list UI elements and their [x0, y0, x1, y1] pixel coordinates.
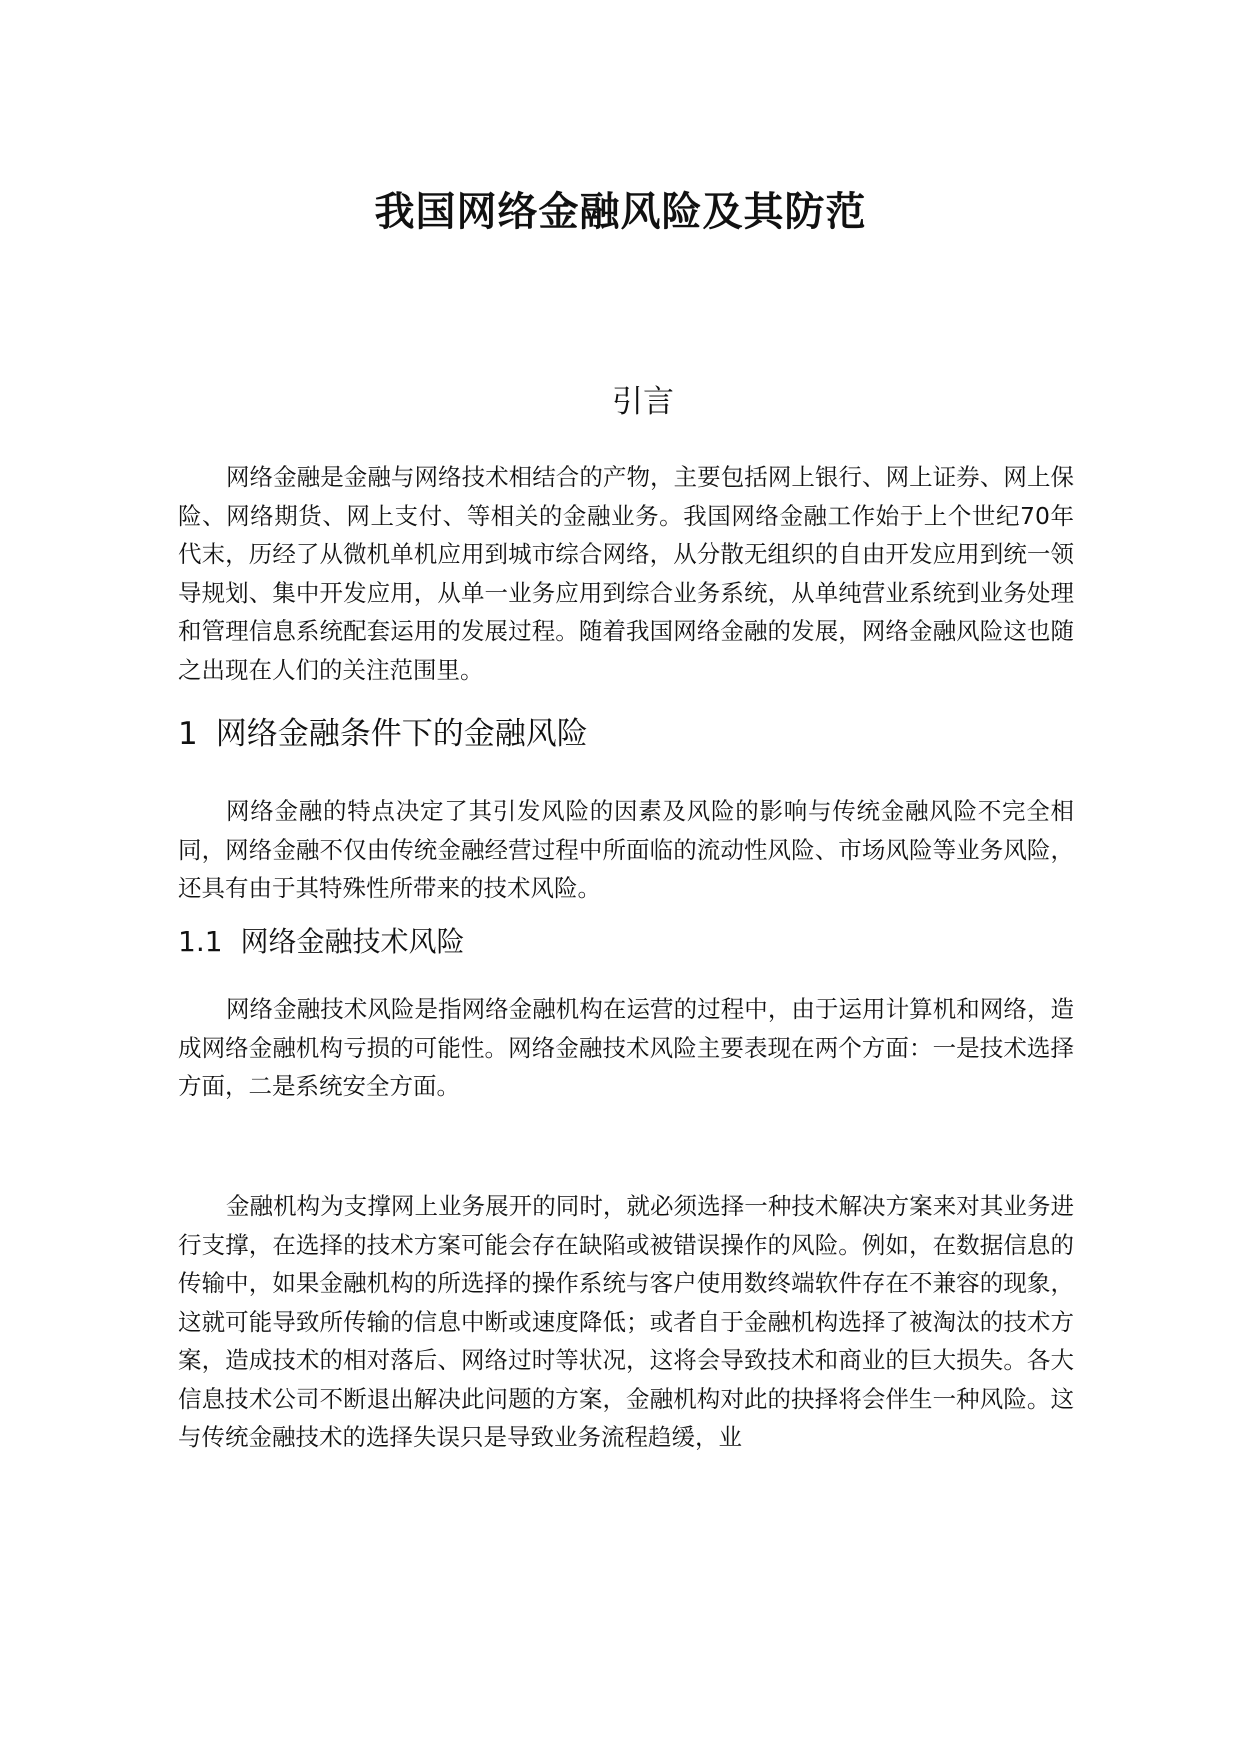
section-1-1-title: 网络金融技术风险: [240, 925, 465, 958]
intro-heading: 引言: [612, 384, 674, 420]
section-1-paragraph: 网络金融的特点决定了其引发风险的因素及风险的影响与传统金融风险不完全相同，网络金融不仅由传统金融经营过程中所面临的流动性风险、市场风险等业务风险，还具有由于其特殊性所带来的技术风险。: [178, 797, 1074, 902]
section-1-1-number: 1.1: [178, 925, 223, 958]
tech-choice-paragraph: 金融机构为支撑网上业务展开的同时，就必须选择一种技术解决方案来对其业务进行支撑，在选择的技术方案可能会存在缺陷或被错误操作的风险。例如，在数据信息的传输中，如果金融机构的所选择的操作系统与客户使用数终端软件存在不兼容的现象，这就可能导致所传输的信息中断或速度降低；或者自于金融机构选择了被淘汰的技术方案，造成技术的相对落后、网络过时等状况，这将会导致技术和商业的巨大损失。各大信息技术公司不断退出解决此问题的方案，金融机构对此的抉择将会伴生一种风险。这与传统金融技术的选择失误只是导致业务流程趋缓，业: [178, 1192, 1074, 1451]
section-1-number: 1: [178, 716, 198, 752]
section-1-title: 网络金融条件下的金融风险: [215, 716, 588, 752]
intro-paragraph: 网络金融是金融与网络技术相结合的产物，主要包括网上银行、网上证券、网上保险、网络期货、网上支付、等相关的金融业务。我国网络金融工作始于上个世纪70年代末，历经了从微机单机应用到城市综合网络，从分散无组织的自由开发应用到统一领导规划、集中开发应用，从单一业务应用到综合业务系统，从单纯营业系统到业务处理和管理信息系统配套运用的发展过程。随着我国网络金融的发展，网络金融风险这也随之出现在人们的关注范围里。: [178, 463, 1074, 684]
section-1-1-paragraph: 网络金融技术风险是指网络金融机构在运营的过程中，由于运用计算机和网络，造成网络金融机构亏损的可能性。网络金融技术风险主要表现在两个方面：一是技术选择方面，二是系统安全方面。: [178, 995, 1074, 1100]
document-title: 我国网络金融风险及其防范: [374, 189, 867, 235]
section-1-heading: [178, 712, 588, 756]
section-1-1-heading: [178, 922, 465, 962]
